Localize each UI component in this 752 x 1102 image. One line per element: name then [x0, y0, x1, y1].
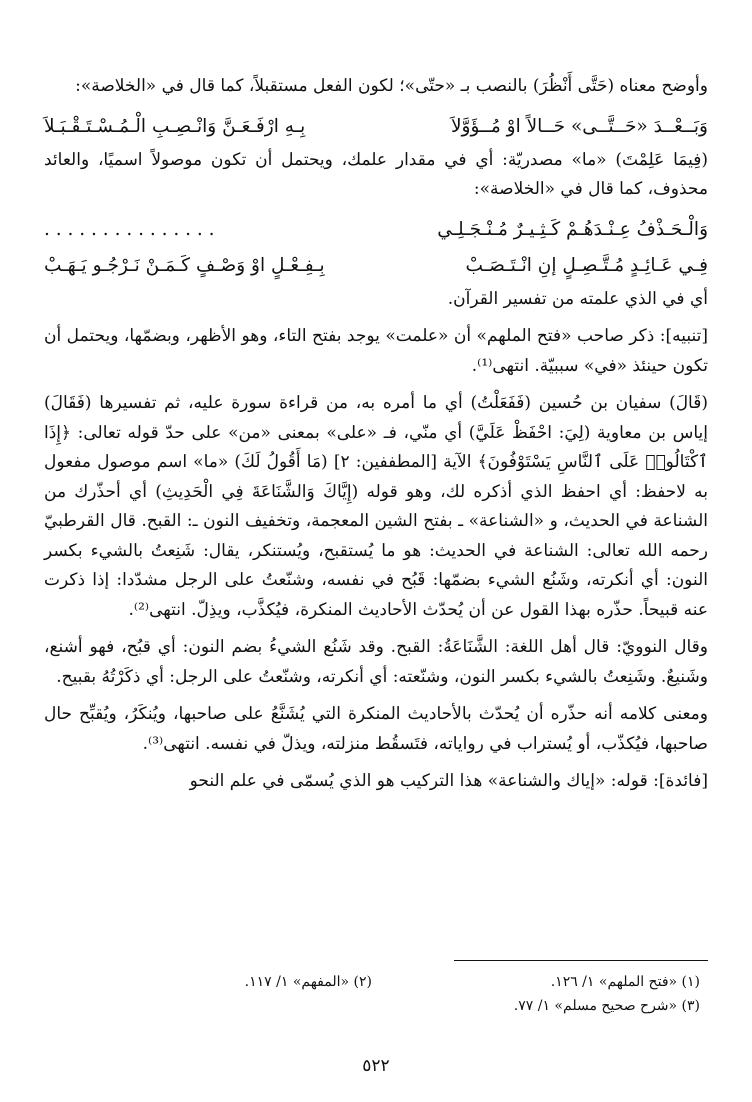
verse-second-hemistich: بِـهِ ارْفَـعَـنَّ وَانْـصِـبِ الْـمُـسْـتَـقْـبَـلاَ — [44, 115, 306, 137]
verse-second-hemistich: . . . . . . . . . . . . . . . — [44, 218, 215, 240]
paragraph-explanation: وأوضح معناه (حَتَّى أَنْظُرَ) بالنصب بـ «حتّى»؛ لكون الفعل مستقبلاً، كما قال في «الخلاصة»: — [75, 76, 708, 96]
paragraph-qala-sufyan: (قَالَ) سفيان بن حُسين (فَفَعَلْتُ) أي ما أمره به، من قراءة سورة عليه، ثم تفسيرها (فَقَالَ) إياس بن معاوية (لِيَ: احْفَظْ عَلَيَّ) أي منّي، فـ «على» بمعنى «من» على حدّ قوله تعالى: ﴿إِذَا ٱكْتَالُوا۟ عَلَى ٱلنَّاسِ يَسْتَوْفُونَ﴾ الآية [المطففين: ٢] (مَا أَقُولُ لَكَ) «ما» اسم موصول مفعول به لاحفظ: أي احفظ الذي أذكره لك، وهو قوله (إِيَّاكَ وَالشَّنَاعَةَ فِي الْحَدِيثِ) أي أحذّرك من الشناعة في الحديث، و «الشناعة» ـ بفتح الشين المعجمة، وتخفيف النون ـ: القبح. قال القرطبيّ رحمه الله تعالى: الشناعة في الحديث: هو ما يُستقبح، ويُستنكر، يقال: شَنِعتُ بالشيء بكسر النون: أي أنكرته، وشَنُع الشيء بضمّها: قَبُح في نفسه، وشنّعتُ على الرجل مشدّدا: إذا ذكرت عنه قبيحاً. حذّره بهذا القول عن أن يُحدّث الأحاديث المنكرة، فيُكذَّب، ويذِلّ. انتهى⁽²⁾. — [44, 393, 709, 620]
paragraph-nawawi: وقال النوويّ: قال أهل اللغة: الشَّنَاعَةُ: القبح. وقد شَنُع الشيءُ بضم النون: أي قبُح، فهو أشنع، وشَنيعٌ. وشَنِعتُ بالشيء بكسر النون، وشنّعته: أي أنكرته، وشنّعتُ على الرجل: أي ذكَرْتُهُ بقبيح. — [44, 637, 708, 687]
paragraph-fima-alimta: (فِيمَا عَلِمْتَ) «ما» مصدريّة: أي في مقدار علمك، ويحتمل أن تكون موصولاً اسميًا، والعائد محذوف، كما قال في «الخلاصة»: — [44, 149, 708, 199]
footnote-1: (١) «فتح الملهم» ١/ ١٢٦. — [550, 974, 700, 990]
paragraph-faida: [فائدة]: قوله: «إياك والشناعة» هذا التركيب هو الذي يُسمّى في علم النحو — [189, 771, 708, 791]
paragraph-meaning: ومعنى كلامه أنه حذّره أن يُحدّث بالأحاديث المنكرة التي يُشَنَّعُ على صاحبها، ويُنكَرُ، ويُقبِّح حال صاحبها، فيُكذّب، أو يُستراب في رواياته، فتَسقُط منزلته، ويذلّ في نفسه. انتهى⁽³⁾. — [44, 704, 708, 754]
poetry-verse-1 — [44, 110, 708, 144]
verse-first-hemistich: فِـي عَـائِـدٍ مُـتَّـصِـلٍ إنِ انْـتَـصَـبْ — [465, 254, 708, 276]
footnote-row — [50, 970, 700, 994]
footnote-2: (٢) «المفهم» ١/ ١١٧. — [244, 974, 372, 990]
footnote-divider — [454, 960, 708, 961]
poetry-verse-2 — [44, 213, 708, 247]
paragraph-tafsir: أي في الذي علمته من تفسير القرآن. — [447, 288, 708, 309]
verse-first-hemistich: وَالْـحَـذْفُ عِـنْـدَهُـمْ كَـثِـيـرٌ مُـنْـجَـلِـي — [437, 218, 708, 240]
verse-first-hemistich: وَبَــعْــدَ «حَــتَّــى» حَــالاً اوْ مُــؤَوَّلاَ — [450, 115, 708, 137]
footnote-3: (٣) «شرح صحيح مسلم» ١/ ٧٧. — [513, 998, 700, 1014]
footnote-row — [50, 994, 700, 1018]
paragraph-tanbih-note: [تنبيه]: ذكر صاحب «فتح الملهم» أن «علمت» يوجد بفتح التاء، وهو الأظهر، وبضمّها، ويحتمل أن تكون حينئذ «في» سببيّة. انتهى⁽¹⁾. — [44, 326, 708, 376]
footnotes — [50, 970, 700, 1018]
page-number: ٥٢٢ — [362, 1056, 390, 1076]
verse-second-hemistich: بِـفِـعْـلٍ اوْ وَصْـفٍ كَـمَـنْ نَـرْجُـو يَـهَـبْ — [44, 254, 325, 276]
poetry-verse-3 — [44, 249, 708, 283]
